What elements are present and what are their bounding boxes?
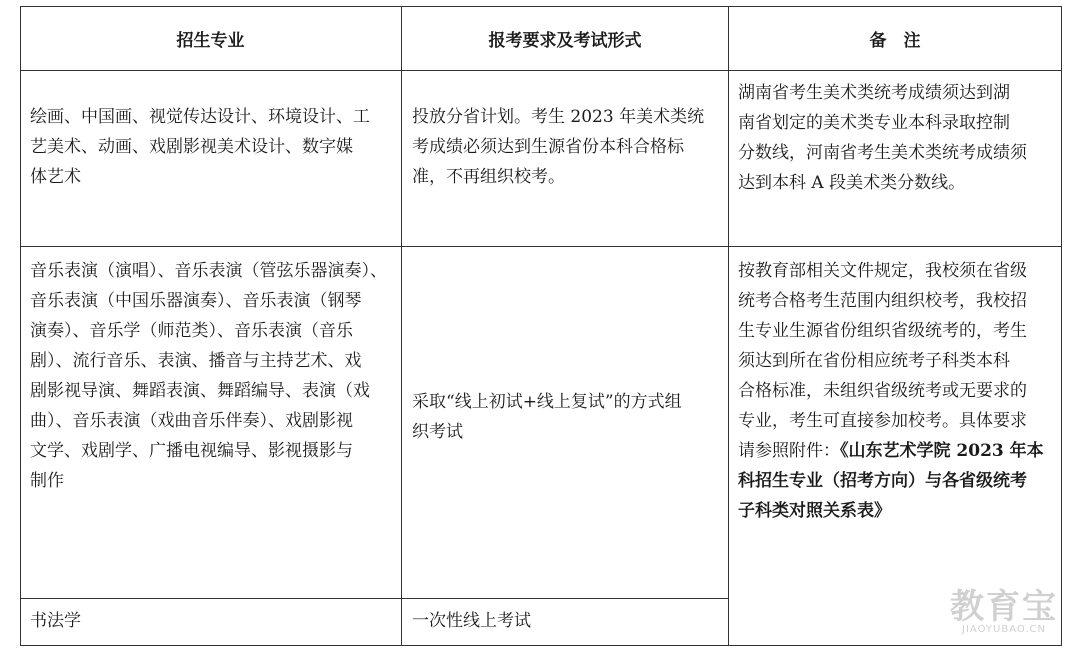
watermark-logo-text: 教育宝: [950, 587, 1058, 627]
text-line: [738, 436, 1060, 466]
row3-requirements: [412, 606, 724, 636]
header-notes: [729, 6, 1061, 70]
text-line: 书法学: [30, 611, 81, 631]
text-line: 达到本科 A 段美术类分数线。: [738, 173, 966, 193]
attachment-title-line: 子科类对照关系表》: [738, 501, 891, 521]
text-line: 南省划定的美术类专业本科录取控制: [738, 113, 1010, 133]
row1-major: [30, 102, 396, 192]
text-line: 采取“线上初试+线上复试”的方式组: [412, 392, 682, 412]
header-requirements-text: 报考要求及考试形式: [488, 30, 642, 51]
row2-notes: [738, 256, 1060, 526]
text-line: 准，不再组织校考。: [412, 167, 565, 187]
row1-requirements: [412, 102, 724, 192]
text-line: 剧）、流行音乐、表演、播音与主持艺术、戏: [30, 351, 362, 371]
text-line: 生专业生源省份组织省级统考的，考生: [738, 321, 1027, 341]
table-border-bottom: [20, 645, 1062, 646]
text-line: 投放分省计划。考生 2023 年美术类统: [412, 107, 705, 127]
text-line: 艺美术、动画、戏剧影视美术设计、数字媒: [30, 137, 353, 157]
note-prefix: 请参照附件：: [738, 441, 840, 461]
column-divider-1: [401, 6, 402, 646]
text-line: 演奏）、音乐学（师范类）、音乐表演（音乐: [30, 321, 353, 341]
text-line: 绘画、中国画、视觉传达设计、环境设计、工: [30, 107, 370, 127]
text-line: 制作: [30, 471, 64, 491]
header-major-text: 招生专业: [176, 30, 245, 51]
watermark-url: JIAOYUBAO.CN: [962, 624, 1046, 635]
row-divider-1: [20, 246, 1062, 247]
header-divider: [20, 70, 1062, 71]
row2-major: [30, 256, 396, 496]
table-border-right: [1061, 6, 1062, 646]
admission-table: [20, 6, 1062, 646]
text-line: 体艺术: [30, 167, 81, 187]
text-line: 统考合格考生范围内组织校考，我校招: [738, 291, 1027, 311]
header-major: [20, 6, 401, 70]
watermark-logo: [950, 587, 1058, 635]
row-divider-2: [20, 598, 729, 599]
text-line: 按教育部相关文件规定，我校须在省级: [738, 261, 1027, 281]
text-line: 音乐表演（演唱）、音乐表演（管弦乐器演奏）、: [30, 261, 387, 281]
header-requirements: [402, 6, 728, 70]
row3-major: [30, 606, 396, 636]
text-line: 一次性线上考试: [412, 611, 531, 631]
text-line: 文学、戏剧学、广播电视编导、影视摄影与: [30, 441, 353, 461]
text-line: 湖南省考生美术类统考成绩须达到湖: [738, 83, 1010, 103]
text-line: 专业，考生可直接参加校考。具体要求: [738, 411, 1027, 431]
row1-notes: [738, 78, 1060, 198]
text-line: 音乐表演（中国乐器演奏）、音乐表演（钢琴: [30, 291, 362, 311]
header-notes-text: 备 注: [869, 30, 921, 51]
table-border-left: [20, 6, 21, 646]
text-line: 分数线，河南省考生美术类统考成绩须: [738, 143, 1027, 163]
text-line: 须达到所在省份相应统考子科类本科: [738, 351, 1010, 371]
attachment-title-part: 《山东艺术学院 2023 年本: [840, 441, 1044, 461]
text-line: 剧影视导演、舞蹈表演、舞蹈编导、表演（戏: [30, 381, 370, 401]
text-line: 考成绩必须达到生源省份本科合格标: [412, 137, 684, 157]
text-line: 织考试: [412, 422, 463, 442]
text-line: 合格标准，未组织省级统考或无要求的: [738, 381, 1027, 401]
column-divider-2: [728, 6, 729, 646]
attachment-title-line: 科招生专业（招考方向）与各省级统考: [738, 471, 1027, 491]
text-line: 曲）、音乐表演（戏曲音乐伴奏）、戏剧影视: [30, 411, 353, 431]
row2-requirements: [412, 387, 724, 447]
